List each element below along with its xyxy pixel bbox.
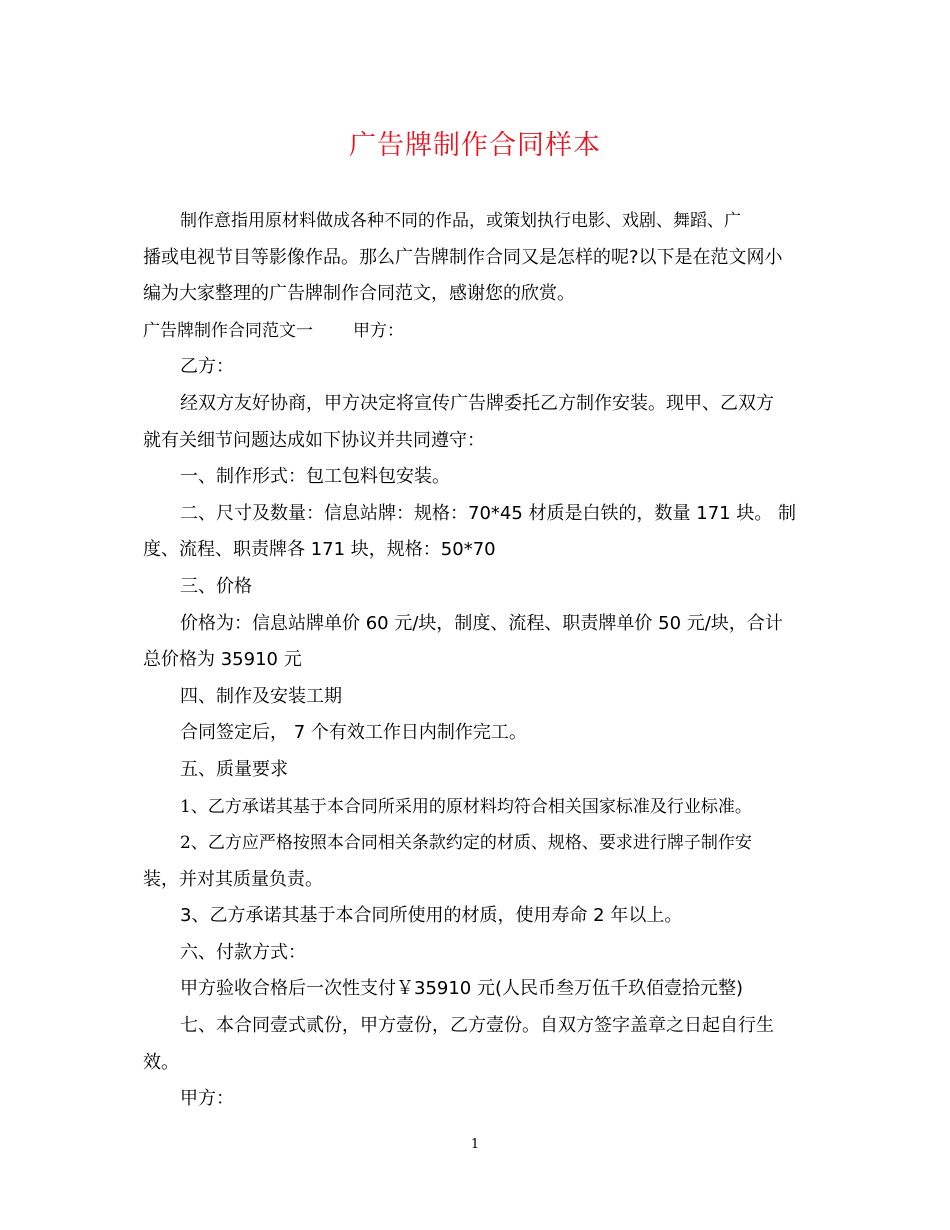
intro-line-1: 制作意指用原材料做成各种不同的作品，或策划执行电影、戏剧、舞蹈、广 <box>180 211 741 231</box>
party-b-label: 乙方： <box>180 356 234 378</box>
clause-5-item-2-line-1: 2、乙方应严格按照本合同相关条款约定的材质、规格、要求进行牌子制作安 <box>180 833 752 854</box>
clause-3-line-2: 总价格为 35910 元 <box>143 649 302 671</box>
clause-5-item-3: 3、乙方承诺其基于本合同所使用的材质，使用寿命 2 年以上。 <box>180 905 683 927</box>
signature-party-a: 甲方： <box>180 1088 234 1110</box>
preamble-line-2: 就有关细节问题达成如下协议并共同遵守： <box>143 429 485 451</box>
sample-heading: 广告牌制作合同范文一 <box>143 320 313 341</box>
clause-1: 一、制作形式：包工包料包安装。 <box>180 466 450 488</box>
clause-3-title: 三、价格 <box>180 575 252 597</box>
clause-5-item-1: 1、乙方承诺其基于本合同所采用的原材料均符合相关国家标准及行业标准。 <box>180 796 752 817</box>
clause-7-line-1: 七、本合同壹式贰份，甲方壹份，乙方壹份。自双方签字盖章之日起自行生 <box>180 1015 774 1037</box>
clause-5-item-2-line-2: 装，并对其质量负责。 <box>143 868 323 890</box>
clause-2-line-2: 度、流程、职责牌各 171 块，规格：50*70 <box>143 539 496 561</box>
clause-4-title: 四、制作及安装工期 <box>180 685 342 707</box>
preamble-line-1: 经双方友好协商，甲方决定将宣传广告牌委托乙方制作安装。现甲、乙双方 <box>180 392 774 414</box>
intro-line-2: 播或电视节目等影像作品。那么广告牌制作合同又是怎样的呢?以下是在范文网小 <box>143 246 783 268</box>
document-body <box>143 203 808 1118</box>
party-a-label: 甲方： <box>353 320 404 341</box>
clause-7-line-2: 效。 <box>143 1051 179 1073</box>
clause-3-line-1: 价格为：信息站牌单价 60 元/块，制度、流程、职责牌单价 50 元/块，合计 <box>180 612 783 634</box>
clause-4-text: 合同签定后， 7 个有效工作日内制作完工。 <box>180 722 527 744</box>
sample-heading-line <box>143 313 808 350</box>
clause-6-title: 六、付款方式： <box>180 941 306 963</box>
document-title: 广告牌制作合同样本 <box>349 130 601 161</box>
clause-2-line-1: 二、尺寸及数量：信息站牌：规格：70*45 材质是白铁的，数量 171 块。 制 <box>180 502 797 524</box>
clause-5-title: 五、质量要求 <box>180 758 288 780</box>
intro-line-3: 编为大家整理的广告牌制作合同范文，感谢您的欣赏。 <box>143 283 575 305</box>
page-number: 1 <box>470 1137 480 1152</box>
clause-6-text: 甲方验收合格后一次性支付￥35910 元(人民币叁万伍千玖佰壹拾元整) <box>180 978 744 1000</box>
